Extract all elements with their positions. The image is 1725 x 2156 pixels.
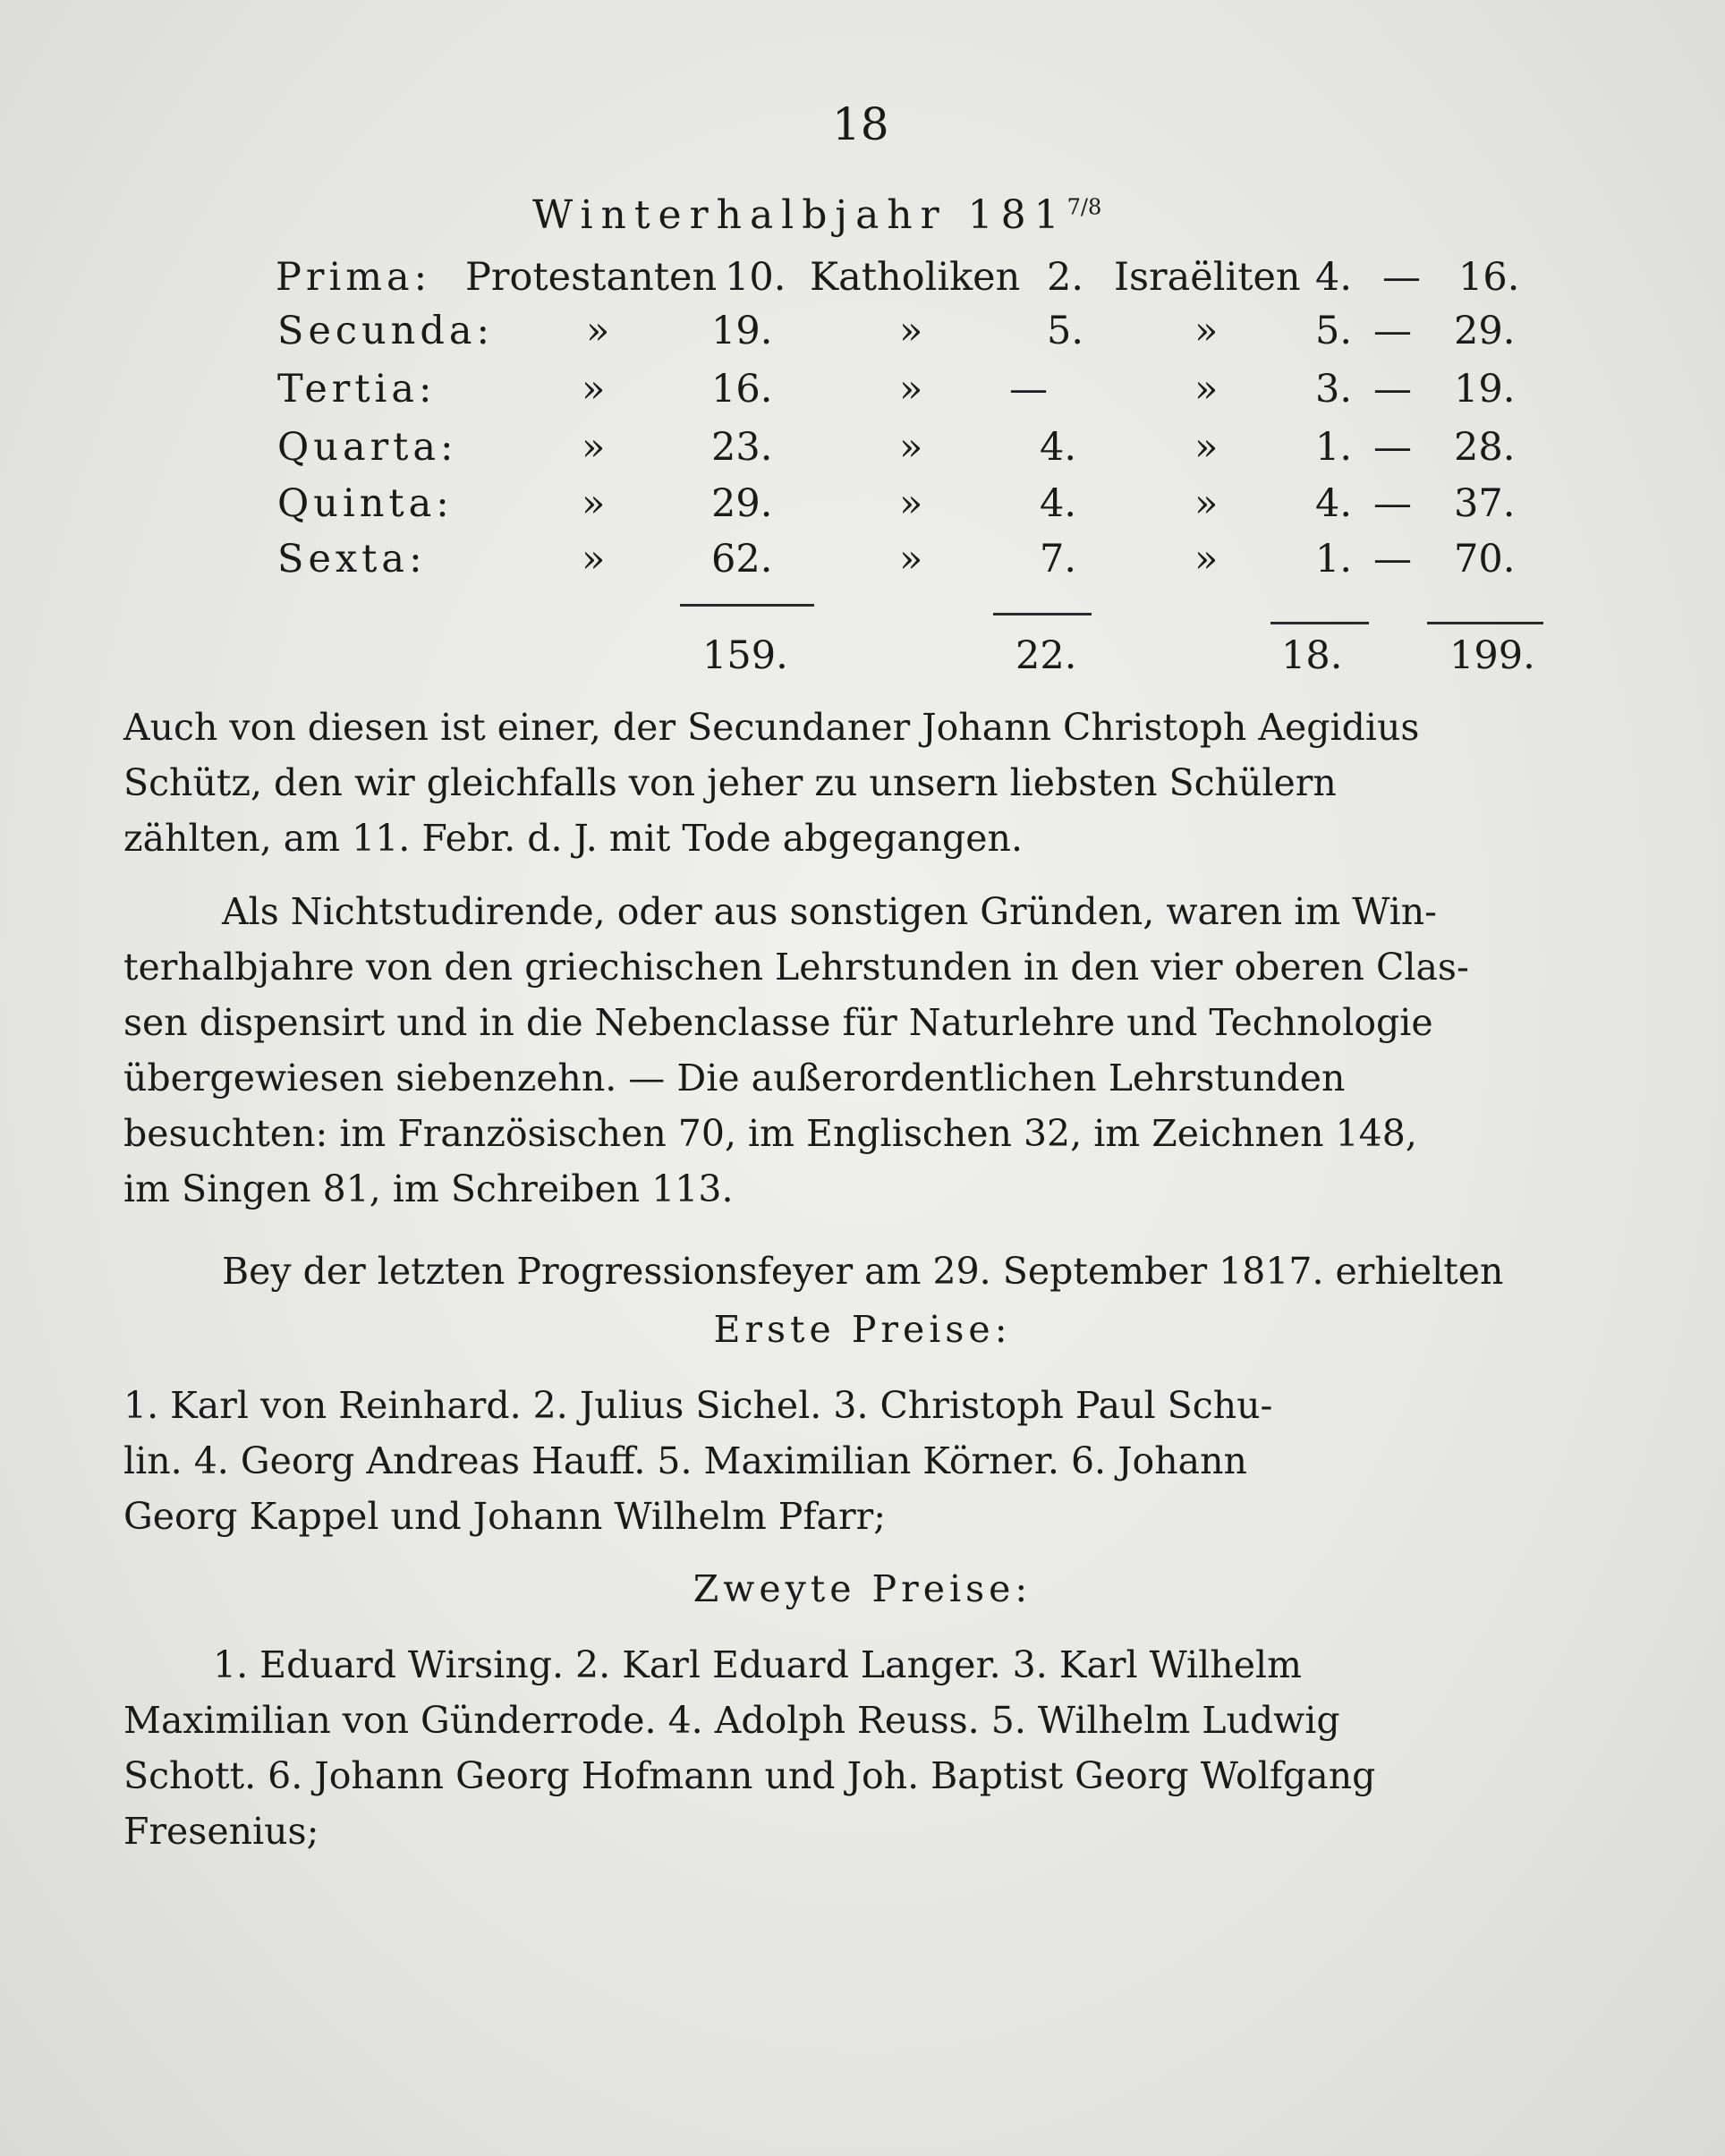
text-line: besuchten: im Französischen 70, im Englischen 32, im Zeichnen 148, xyxy=(123,1112,1417,1155)
ditto-mark: » xyxy=(899,537,923,581)
dash: — xyxy=(1373,309,1412,353)
class-name: Secunda: xyxy=(277,309,495,353)
ditto-mark: » xyxy=(899,425,923,470)
count-total: 37. xyxy=(1454,481,1516,526)
ditto-mark: » xyxy=(1194,425,1219,470)
erste-preise-list xyxy=(123,1378,1566,1544)
count-israeliten: 5. xyxy=(1315,309,1353,353)
table-row-secunda xyxy=(0,309,1725,362)
total-israeliten: 18. xyxy=(1281,633,1343,678)
table-row-prima xyxy=(0,255,1725,309)
text-line: Schott. 6. Johann Georg Hofmann und Joh. Baptist Georg Wolfgang xyxy=(123,1754,1376,1797)
count-katholiken: 7. xyxy=(1040,537,1077,581)
count-israeliten: 1. xyxy=(1315,537,1353,581)
count-total: 16. xyxy=(1458,255,1520,300)
text-line: terhalbjahre von den griechischen Lehrstunden in den vier oberen Clas- xyxy=(123,946,1469,989)
paragraph-3 xyxy=(123,1244,1566,1299)
count-total: 28. xyxy=(1454,425,1516,470)
table-row-quinta xyxy=(0,481,1725,535)
count-total: 70. xyxy=(1454,537,1516,581)
text-line: Auch von diesen ist einer, der Secundaner Johann Christoph Aegidius xyxy=(123,706,1420,749)
text-line: sen dispensirt und in die Nebenclasse für Naturlehre und Technologie xyxy=(123,1001,1433,1044)
total-protestanten: 159. xyxy=(702,633,788,678)
count-israeliten: 1. xyxy=(1315,425,1353,470)
total-overall: 199. xyxy=(1449,633,1535,678)
table-title-fraction: 7/8 xyxy=(1066,194,1102,220)
text-line: zählten, am 11. Febr. d. J. mit Tode abgegangen. xyxy=(123,817,1024,860)
total-katholiken: 22. xyxy=(1015,633,1077,678)
count-total: 29. xyxy=(1454,309,1516,353)
class-name: Prima: xyxy=(276,255,432,300)
heading-erste-preise: Erste Preise: xyxy=(713,1308,1012,1351)
class-name: Tertia: xyxy=(277,367,437,412)
count-protestanten: 62. xyxy=(711,537,773,581)
text-line: 1. Karl von Reinhard. 2. Julius Sichel. 3. Christoph Paul Schu- xyxy=(123,1384,1273,1427)
text-line: Als Nichtstudirende, oder aus sonstigen Gründen, waren im Win- xyxy=(222,890,1438,933)
table-title xyxy=(532,192,1101,238)
ditto-mark: » xyxy=(899,309,923,353)
text-line: Maximilian von Günderrode. 4. Adolph Reuss. 5. Wilhelm Ludwig xyxy=(123,1699,1340,1742)
sum-rule xyxy=(993,613,1092,615)
count-israeliten: 3. xyxy=(1315,367,1353,412)
class-name: Quinta: xyxy=(277,481,454,526)
header-israeliten: Israëliten xyxy=(1114,255,1301,300)
count-katholiken: — xyxy=(1009,367,1048,412)
ditto-mark: » xyxy=(899,367,923,412)
dash: — xyxy=(1373,367,1412,412)
ditto-mark: » xyxy=(582,537,606,581)
text-line: Bey der letzten Progressionsfeyer am 29. September 1817. erhielten xyxy=(222,1250,1504,1293)
header-katholiken: Katholiken xyxy=(810,255,1021,300)
text-line: Schütz, den wir gleichfalls von jeher zu unsern liebsten Schülern xyxy=(123,761,1337,804)
table-title-text: Winterhalbjahr 181 xyxy=(532,192,1067,238)
page-number: 18 xyxy=(832,98,889,150)
sum-rule xyxy=(1427,622,1543,624)
table-row-tertia xyxy=(0,367,1725,420)
ditto-mark: » xyxy=(1194,367,1219,412)
dash: — xyxy=(1373,537,1412,581)
dash: — xyxy=(1373,481,1412,526)
count-protestanten: 10. xyxy=(725,255,786,300)
ditto-mark: » xyxy=(586,309,610,353)
dash: — xyxy=(1382,255,1421,300)
text-line: Georg Kappel und Johann Wilhelm Pfarr; xyxy=(123,1495,887,1538)
header-protestanten: Protestanten xyxy=(465,255,718,300)
ditto-mark: » xyxy=(1194,309,1219,353)
table-row-quarta xyxy=(0,425,1725,479)
zweyte-preise-list xyxy=(123,1637,1566,1859)
class-name: Sexta: xyxy=(277,537,427,581)
ditto-mark: » xyxy=(899,481,923,526)
count-katholiken: 5. xyxy=(1047,309,1084,353)
count-protestanten: 16. xyxy=(711,367,773,412)
count-protestanten: 29. xyxy=(711,481,773,526)
ditto-mark: » xyxy=(582,481,606,526)
count-protestanten: 19. xyxy=(711,309,773,353)
sum-rule xyxy=(680,604,814,607)
count-israeliten: 4. xyxy=(1315,481,1353,526)
class-name: Quarta: xyxy=(277,425,458,470)
text-line: lin. 4. Georg Andreas Hauff. 5. Maximilian Körner. 6. Johann xyxy=(123,1439,1247,1482)
count-katholiken: 2. xyxy=(1047,255,1084,300)
sum-rule xyxy=(1270,622,1369,624)
heading-zweyte-preise: Zweyte Preise: xyxy=(693,1567,1032,1610)
count-israeliten: 4. xyxy=(1315,255,1353,300)
paragraph-1 xyxy=(123,700,1566,866)
ditto-mark: » xyxy=(1194,537,1219,581)
count-katholiken: 4. xyxy=(1040,481,1077,526)
dash: — xyxy=(1373,425,1412,470)
table-row-totals xyxy=(0,633,1725,687)
text-line: übergewiesen siebenzehn. — Die außerordentlichen Lehrstunden xyxy=(123,1057,1346,1099)
table-row-sexta xyxy=(0,537,1725,590)
ditto-mark: » xyxy=(582,425,606,470)
count-katholiken: 4. xyxy=(1040,425,1077,470)
ditto-mark: » xyxy=(582,367,606,412)
text-line: im Singen 81, im Schreiben 113. xyxy=(123,1167,734,1210)
count-total: 19. xyxy=(1454,367,1516,412)
paragraph-2 xyxy=(123,884,1566,1217)
count-protestanten: 23. xyxy=(711,425,773,470)
ditto-mark: » xyxy=(1194,481,1219,526)
text-line: 1. Eduard Wirsing. 2. Karl Eduard Langer. 3. Karl Wilhelm xyxy=(213,1643,1302,1686)
text-line: Fresenius; xyxy=(123,1810,319,1853)
